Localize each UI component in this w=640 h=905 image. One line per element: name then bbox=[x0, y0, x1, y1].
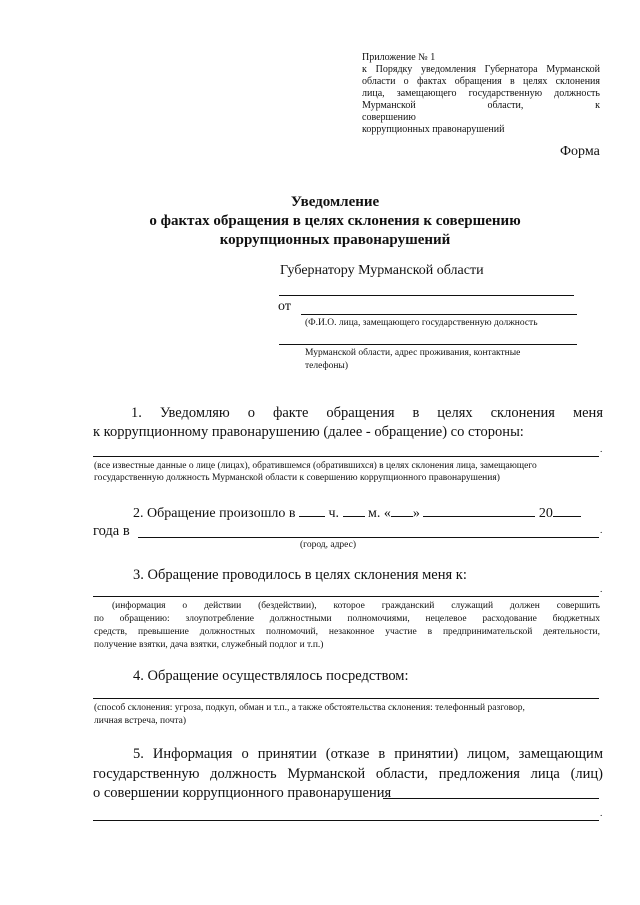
item-3-blank-line bbox=[93, 596, 599, 597]
appendix-line: лица, замещающего государственную должность bbox=[362, 88, 600, 99]
item-3-hint: получение взятки, дача взятки, служебный подлог и т.п.) bbox=[94, 640, 324, 650]
line-end-dot: . bbox=[600, 585, 603, 595]
line-end-dot: . bbox=[600, 445, 603, 455]
appendix-line: коррупционных правонарушений bbox=[362, 124, 505, 135]
form-label: Форма bbox=[560, 144, 600, 159]
title-line: коррупционных правонарушений bbox=[219, 232, 451, 248]
minute-blank bbox=[343, 502, 365, 517]
title-line: о фактах обращения в целях склонения к совершению bbox=[149, 213, 521, 229]
item-3-hint: средств, превышение должностных полномочий, незаконное участие в предпринимательской деятельности, bbox=[94, 627, 600, 637]
item-4-hint: (способ склонения: угроза, подкуп, обман и т.п., а также обстоятельства склонения: телефонный разговор, bbox=[94, 703, 525, 713]
document-title bbox=[120, 193, 550, 250]
item-2-hint: (город, адрес) bbox=[300, 540, 357, 550]
from-hint: телефоны) bbox=[305, 361, 348, 371]
from-hint: Мурманской области, адрес проживания, контактные bbox=[305, 348, 521, 358]
addressee-blank-line bbox=[279, 295, 574, 296]
from-blank-line bbox=[301, 314, 577, 315]
month-blank bbox=[423, 502, 535, 517]
item-2-text: » bbox=[412, 506, 420, 521]
from-hint: (Ф.И.О. лица, замещающего государственную должность bbox=[305, 318, 538, 328]
item-2-text: 2. Обращение произошло в bbox=[133, 506, 296, 521]
appendix-line: Мурманской области, к совершению bbox=[362, 100, 600, 123]
item-1-line-2: к коррупционному правонарушению (далее - обращение) со стороны: bbox=[93, 424, 524, 440]
item-2-text: 20 bbox=[538, 506, 553, 521]
appendix-line: области о фактах обращения в целях склонения bbox=[362, 76, 600, 87]
item-2-text: ч. bbox=[328, 506, 339, 521]
item-4-line-1: 4. Обращение осуществлялось посредством: bbox=[133, 668, 409, 684]
title-line: Уведомление bbox=[290, 194, 380, 210]
item-1-line-1: 1. Уведомляю о факте обращения в целях склонения меня bbox=[131, 405, 603, 421]
item-3-line-1: 3. Обращение проводилось в целях склонения меня к: bbox=[133, 567, 467, 583]
item-5-line-3: о совершении коррупционного правонарушения bbox=[93, 785, 392, 801]
appendix-line: к Порядку уведомления Губернатора Мурманской bbox=[362, 64, 600, 75]
item-3-hint: по обращению: злоупотребление должностными полномочиями, нецелевое расходование бюджетных bbox=[94, 614, 600, 624]
hour-blank bbox=[299, 502, 325, 517]
item-5-blank-line bbox=[383, 798, 599, 799]
item-1-blank-line bbox=[93, 456, 599, 457]
item-4-hint: личная встреча, почта) bbox=[94, 716, 187, 726]
appendix-note bbox=[362, 52, 600, 136]
item-2-blank-line bbox=[138, 537, 599, 538]
year-blank bbox=[553, 502, 581, 517]
item-4-blank-line bbox=[93, 698, 599, 699]
item-2-line-2: года в bbox=[93, 523, 130, 539]
day-blank bbox=[391, 502, 413, 517]
item-1-hint: (все известные данные о лице (лицах), обратившемся (обратившихся) в целях склонения лица, замещающего bbox=[94, 461, 537, 471]
from-blank-line-2 bbox=[279, 344, 577, 345]
addressee: Губернатору Мурманской области bbox=[280, 263, 484, 278]
line-end-dot: . bbox=[600, 809, 603, 819]
item-5-line-2: государственную должность Мурманской области, предложения лица (лиц) bbox=[93, 766, 603, 782]
line-end-dot: . bbox=[600, 526, 603, 536]
item-1-hint: государственную должность Мурманской области к совершению коррупционного правонарушения) bbox=[94, 473, 500, 483]
item-5-blank-line-2 bbox=[93, 820, 599, 821]
item-5-line-1: 5. Информация о принятии (отказе в принятии) лицом, замещающим bbox=[133, 746, 603, 762]
item-2-text: м. « bbox=[368, 506, 391, 521]
item-2-line-1 bbox=[133, 502, 603, 522]
item-3-hint: (информация о действии (бездействии), которое гражданский служащий должен совершить bbox=[112, 601, 600, 611]
appendix-line: Приложение № 1 bbox=[362, 52, 436, 63]
from-label: от bbox=[278, 299, 291, 314]
